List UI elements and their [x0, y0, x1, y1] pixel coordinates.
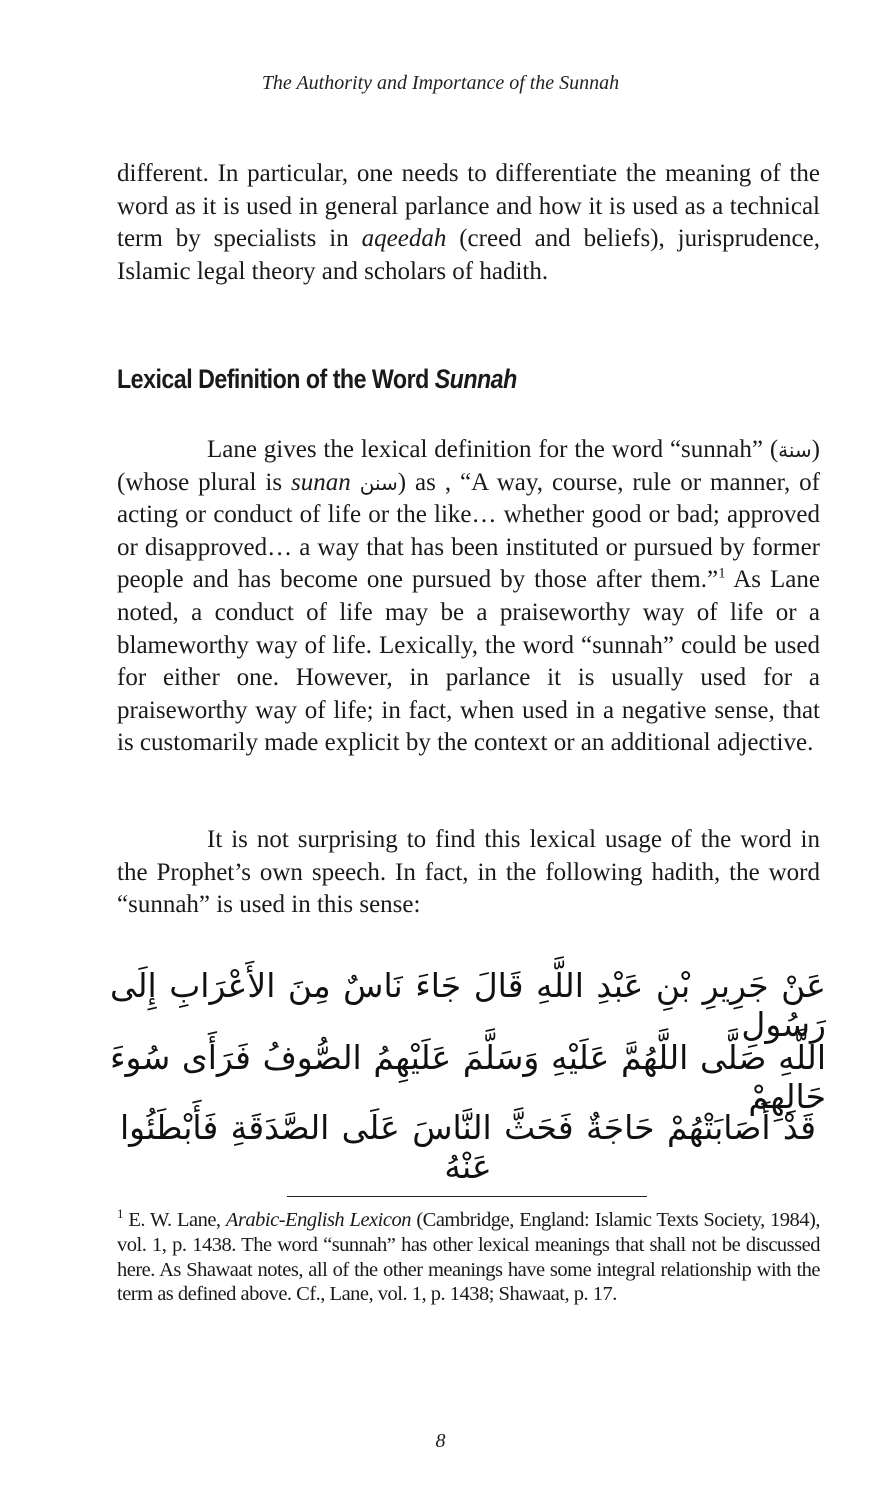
intro-term-aqeedah: aqeedah	[361, 225, 447, 253]
arabic-word-sunnah: سنة	[778, 438, 812, 462]
arabic-word-sunan: سنن	[359, 470, 398, 495]
hadith-arabic-line-3: قَدْ أَصَابَتْهُمْ حَاجَةٌ فَحَثَّ النَّاسَ عَلَى الصَّدَقَةِ فَأَبْطَئُوا عَنْهُ	[120, 1108, 816, 1186]
p1-text-b: ) (whose plural is	[117, 436, 820, 496]
p1-text-c: ) as , “A way, course, rule or manner, of acting or conduct of life or the like… whether good or bad; approved or disapproved… a way that has been instituted or pursued by former people and has become one pursued by those after them.”	[117, 468, 820, 594]
p1-text-a: Lane gives the lexical definition for the word “sunnah” (	[207, 436, 779, 463]
footnote-book-title: Arabic-English Lexicon	[225, 1209, 411, 1231]
page-number: 8	[435, 1430, 446, 1452]
footnote-text-a: E. W. Lane,	[123, 1209, 226, 1231]
footnote-reference: 1	[718, 566, 726, 583]
section-heading	[117, 364, 517, 395]
intro-paragraph	[117, 158, 820, 288]
footnote	[117, 1208, 820, 1307]
intro-text-after: (creed and beliefs), jurisprudence, Islamic legal theory and scholars of hadith.	[117, 225, 820, 285]
p1-text-d: As Lane noted, a conduct of life may be a praiseworthy way of life or a blameworthy way of life. Lexically, the word “sunnah” could be used for either one. However, in parlance it is usually used for a praiseworthy way of life; in fact, when used in a negative sense, that is customarily made explicit by the context or an additional adjective.	[117, 566, 820, 757]
lexical-definition-paragraph	[117, 434, 820, 760]
hadith-arabic-line-1: عَنْ جَرِيرِ بْنِ عَبْدِ اللَّهِ قَالَ جَاءَ نَاسٌ مِنَ الأَعْرَابِ إِلَى رَسُولِ	[110, 966, 826, 1044]
hadith-arabic-line-2: اللَّهِ صَلَّى اللَّهُمَّ عَلَيْهِ وَسَلَّمَ عَلَيْهِمُ الصُّوفُ فَرَأَى سُوءَ حَالِهِمْ	[110, 1038, 826, 1116]
section-heading-main: Lexical Definition of the Word	[117, 364, 435, 394]
plural-term-sunan: sunan	[291, 468, 351, 496]
footnote-divider	[287, 1196, 647, 1197]
footnote-marker: 1	[117, 1206, 123, 1222]
footnote-text-b: (Cambridge, England: Islamic Texts Society, 1984), vol. 1, p. 1438. The word “sunnah” has other lexical meanings that shall not be discussed here. As Shawaat notes, all of the other meanings have some integral relationship with the term as defined above. Cf., Lane, vol. 1, p. 1438; Shawaat, p. 17.	[117, 1209, 821, 1306]
hadith-intro-paragraph: It is not surprising to find this lexical usage of the word in the Prophet’s own speech. In fact, in the following hadith, the word “sunnah” is used in this sense:	[117, 826, 820, 919]
running-header: The Authority and Importance of the Sunnah	[261, 72, 620, 94]
intro-text: different. In particular, one needs to differentiate the meaning of the word as it is used in general parlance and how it is used as a technical term by specialists in	[117, 160, 820, 253]
section-heading-em: Sunnah	[434, 364, 517, 394]
